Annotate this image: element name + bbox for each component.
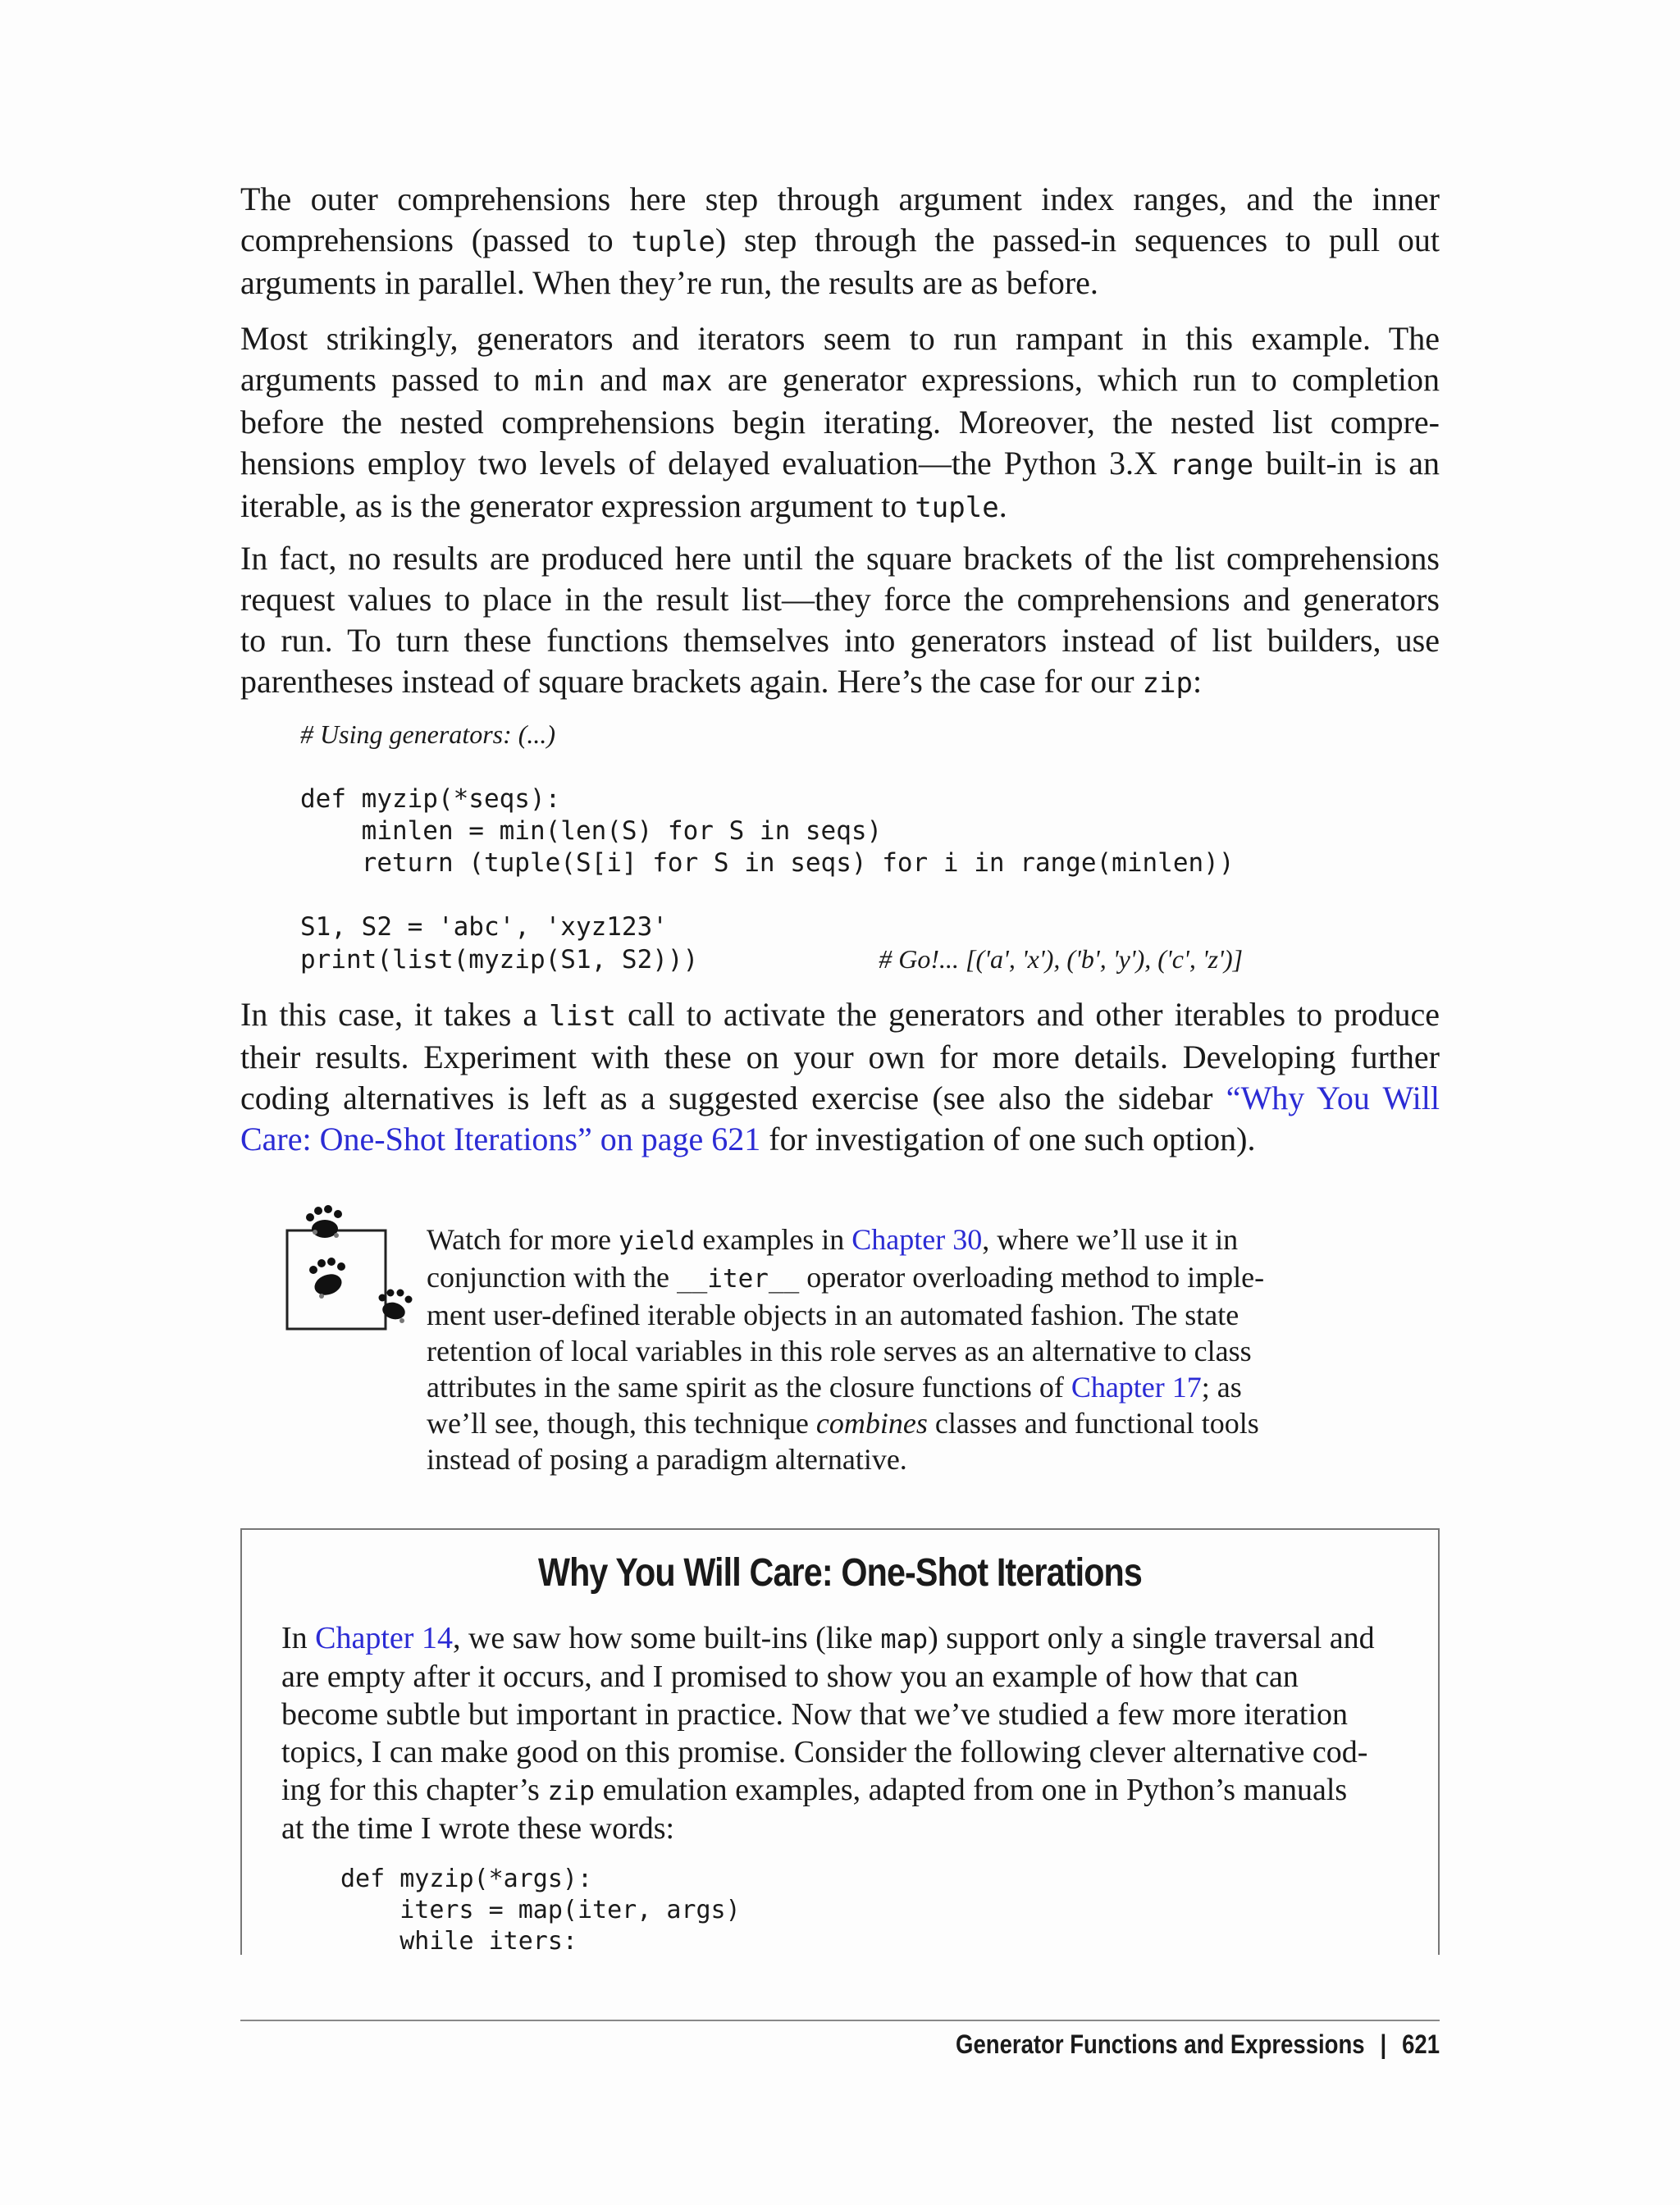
emphasis: combines [815, 1407, 928, 1440]
inline-code: zip [1142, 667, 1193, 700]
text-line: Watch for more yield examples in Chapter 30, where we’ll use it in [427, 1223, 1239, 1256]
inline-code: list [549, 1000, 616, 1033]
sidebar-paragraph [281, 1619, 1399, 1847]
text-line: their results. Experiment with these on your own for more details. Developing further [240, 1039, 1440, 1075]
chapter-link[interactable]: Chapter 17 [1071, 1371, 1202, 1404]
chapter-link[interactable]: Chapter 30 [851, 1223, 983, 1256]
code-block-generators [300, 719, 1243, 976]
text-line: In this case, it takes a list call to activate the generators and other iterables to produce [240, 996, 1440, 1033]
text-line: we’ll see, though, this technique combines classes and functional tools [427, 1407, 1259, 1440]
inline-code: tuple [631, 226, 715, 258]
paragraph-2 [240, 318, 1440, 528]
code-line: def myzip(*seqs): [300, 784, 561, 814]
code-line: minlen = min(len(S) for S in seqs) [300, 816, 883, 846]
text-line: become subtle but important in practice. Now that we’ve studied a few more iteration [281, 1697, 1349, 1732]
paragraph-3 [240, 538, 1440, 704]
text-line: retention of local variables in this role serves as an alternative to class [427, 1335, 1252, 1367]
inline-code: range [1169, 449, 1254, 482]
sidebar-code-block: def myzip(*args): iters = map(iter, args) while iters: [340, 1865, 741, 1956]
inline-code: zip [547, 1775, 596, 1806]
text-line: parentheses instead of square brackets again. Here’s the case for our zip: [240, 663, 1203, 700]
inline-code: max [662, 365, 713, 398]
text-line: conjunction with the __iter__ operator overloading method to imple- [427, 1261, 1265, 1294]
text-line: before the nested comprehensions begin iterating. Moreover, the nested list compre- [240, 404, 1440, 441]
sidebar-title: Why You Will Care: One-Shot Iterations [537, 1551, 1143, 1595]
text-line: In Chapter 14, we saw how some built-ins (like map) support only a single traversal and [281, 1621, 1375, 1655]
paragraph-4 [240, 994, 1440, 1160]
text-line: The outer comprehensions here step through argument index ranges, and the inner [240, 180, 1440, 217]
text-line: to run. To turn these functions themselves into generators instead of list builders, use [240, 622, 1440, 659]
text-line: attributes in the same spirit as the closure functions of Chapter 17; as [427, 1371, 1242, 1404]
text-line: Most strikingly, generators and iterators seem to run rampant in this example. The [240, 320, 1440, 357]
text-line: comprehensions (passed to tuple) step through the passed-in sequences to pull out [240, 221, 1440, 258]
paragraph-1 [240, 179, 1440, 304]
text-line: are empty after it occurs, and I promised to show you an example of how that can [281, 1659, 1299, 1694]
note-tracks-icon [279, 1199, 418, 1339]
text-line: coding alternatives is left as a suggested exercise (see also the sidebar “Why You Will [240, 1080, 1440, 1116]
text-line: instead of posing a paradigm alternative. [427, 1443, 907, 1476]
inline-code: map [880, 1623, 929, 1655]
page-footer [956, 2029, 1440, 2060]
sidebar-link[interactable]: Care: One-Shot Iterations” on page 621 [240, 1121, 761, 1157]
footer-separator: | [1380, 2029, 1387, 2059]
code-line: print(list(myzip(S1, S2))) [300, 945, 699, 975]
text-line: iterable, as is the generator expression argument to tuple. [240, 487, 1007, 524]
text-line: at the time I wrote these words: [281, 1811, 675, 1846]
text-line: hensions employ two levels of delayed evaluation—the Python 3.X range built-in is an [240, 445, 1440, 482]
inline-code: tuple [915, 491, 999, 524]
chapter-link[interactable]: Chapter 14 [315, 1621, 453, 1655]
code-line: return (tuple(S[i] for S in seqs) for i in range(minlen)) [300, 848, 1235, 878]
text-line: request values to place in the result list—they force the comprehensions and generators [240, 581, 1440, 618]
text-line: In fact, no results are produced here until the square brackets of the list comprehensions [240, 540, 1440, 577]
text-line: ment user-defined iterable objects in an automated fashion. The state [427, 1299, 1239, 1331]
footer-rule [240, 2020, 1440, 2021]
text-line: arguments passed to min and max are generator expressions, which run to completion [240, 361, 1440, 398]
inline-code: min [534, 365, 585, 398]
page-number: 621 [1402, 2029, 1440, 2059]
code-comment: # Go!... [('a', 'x'), ('b', 'y'), ('c', 'z')] [879, 944, 1244, 974]
sidebar-link[interactable]: “Why You Will [1226, 1080, 1440, 1116]
note-text [427, 1221, 1300, 1477]
text-line: ing for this chapter’s zip emulation examples, adapted from one in Python’s manuals [281, 1773, 1348, 1807]
code-comment: # Using generators: (...) [300, 719, 556, 749]
text-line: arguments in parallel. When they’re run, the results are as before. [240, 264, 1098, 301]
text-line: Care: One-Shot Iterations” on page 621 for investigation of one such option). [240, 1121, 1256, 1157]
inline-code: yield [619, 1226, 696, 1256]
footer-section-title: Generator Functions and Expressions [956, 2029, 1365, 2059]
text-line: topics, I can make good on this promise. Consider the following clever alternative cod- [281, 1735, 1368, 1769]
code-line: S1, S2 = 'abc', 'xyz123' [300, 912, 668, 942]
inline-code: __iter__ [676, 1264, 800, 1294]
